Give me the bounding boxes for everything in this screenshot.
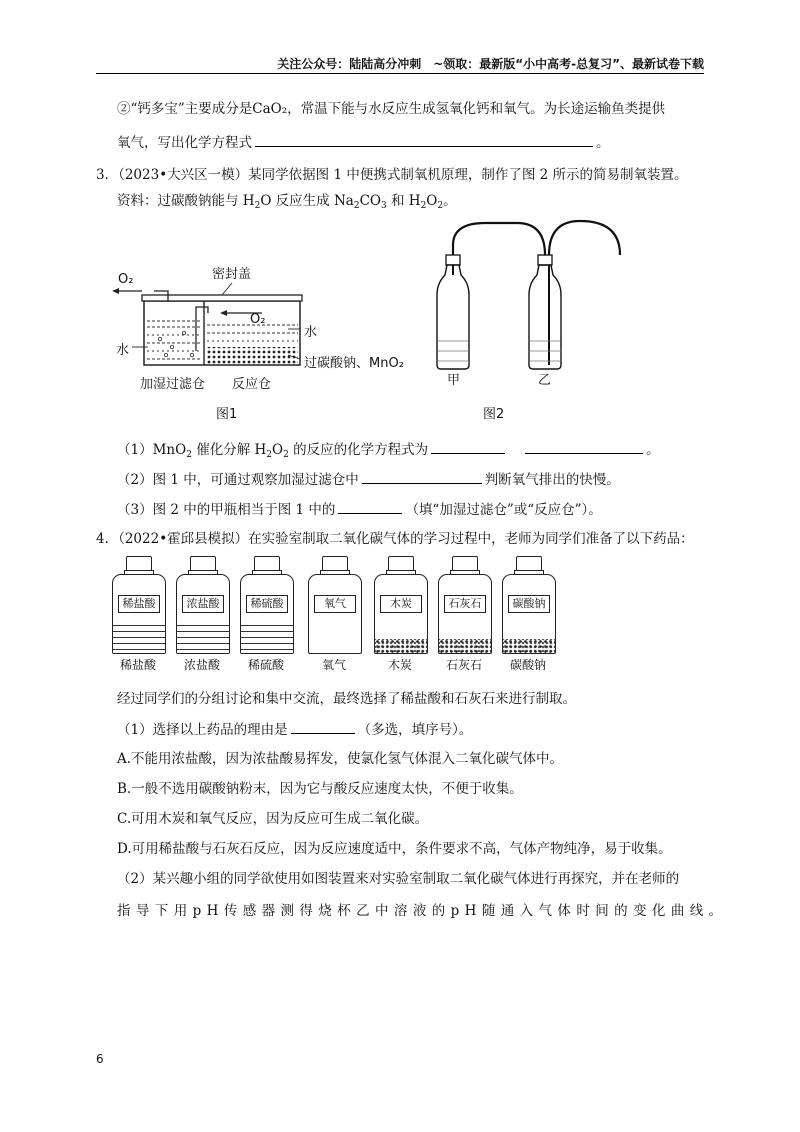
page-number: 6 [96, 1052, 104, 1066]
q3-info-d: 和 H [386, 193, 421, 209]
q3-info: 资料：过碳酸钠能与 $H_2O$ 反应生成 $Na_2CO_3$ 和 $H_2O_2$。 [117, 193, 457, 211]
q4-stem: 4．（2022•霍邱县模拟）在实验室制取二氧化碳气体的学习过程中，老师为同学们准备了以下药品： [96, 531, 694, 547]
q3-info-b: O 反应生成 Na [260, 193, 354, 209]
q3-sub3 [117, 500, 602, 519]
bottle-caption: 碳酸钠 [509, 658, 546, 672]
q3-sub1: （1）MnO$_2$ 催化分解 $H_2O_2$ 的反应的化学方程式为 。 [117, 442, 660, 460]
q4-sub1-b: （多选，填序号）。 [357, 722, 473, 738]
q2-answer-blank[interactable] [255, 133, 593, 147]
q4-sub1-blank[interactable] [291, 720, 355, 734]
bottle-tag: 石灰石 [444, 595, 486, 613]
q3-sub3-a: （3）图 2 中的甲瓶相当于图 1 中的 [117, 502, 336, 518]
q3-info-e: O [426, 193, 438, 209]
bottle-tag: 氧气 [314, 595, 356, 613]
bottle-charcoal [372, 556, 432, 672]
fig1-o2-out-label: O₂ [118, 272, 134, 287]
q3-stem: 3．（2023•大兴区一模）某同学依据图 1 中便携式制氧机原理，制作了图 2 所示的简易制氧装置。 [96, 167, 688, 183]
q3-sub1-c: O [272, 442, 284, 458]
figure-2-simple-device [425, 215, 625, 430]
fig1-water-left-label: 水 [116, 343, 130, 358]
page-header: 关注公众号：陆陆高分冲刺 ~领取：最新版“小中高考-总复习”、最新试卷下载 [277, 57, 704, 71]
q4-option-a: A.不能用浓盐酸，因为浓盐酸易挥发，使氯化氢气体混入二氧化碳气体中。 [117, 751, 564, 767]
fig1-lid-label: 密封盖 [212, 267, 252, 282]
bottle-conc-hcl [174, 556, 234, 672]
bottle-dilute-h2so4 [238, 556, 298, 672]
q2-part2-line2-text: 氧气，写出化学方程式 [117, 135, 252, 151]
q3-sub3-b: （填“加湿过滤仓”或“反应仓”）。 [405, 502, 602, 518]
fig1-water-right-label: 水 [304, 325, 318, 340]
bottle-tag: 浓盐酸 [182, 595, 224, 613]
bottle-tag: 稀硫酸 [246, 595, 288, 613]
q3-info-a: 资料：过碳酸钠能与 H [117, 193, 255, 209]
q4-sub1 [117, 720, 472, 739]
q4-option-c: C.可用木炭和氧气反应，因为反应可生成二氧化碳。 [117, 811, 429, 827]
bottle-limestone [436, 556, 496, 672]
q2-part2-line2 [117, 133, 610, 152]
q3-sub2-a: （2）图 1 中，可通过观察加湿过滤仓中 [117, 472, 359, 488]
bottle-caption: 木炭 [387, 658, 412, 672]
bottle-caption: 氧气 [321, 658, 346, 672]
figure-1-oxygen-machine [112, 255, 412, 425]
bottle-sodium-carbonate [500, 556, 560, 672]
q3-sub1-b: 催化分解 H [191, 442, 267, 458]
fig1-caption: 图1 [216, 407, 238, 422]
fig2-caption: 图2 [483, 407, 505, 422]
q4-reagent-bottles [110, 556, 580, 672]
bottle-tag: 碳酸钠 [508, 595, 550, 613]
bottle-tag: 稀盐酸 [118, 595, 160, 613]
q3-sub2 [117, 470, 620, 489]
q4-option-b: B.一般不选用碳酸钠粉末，因为它与酸反应速度太快，不便于收集。 [117, 781, 523, 797]
q3-sub2-b: 判断氧气排出的快慢。 [484, 472, 620, 488]
bottle-caption: 石灰石 [445, 658, 482, 672]
fig1-o2-arrow-label: O₂ [250, 312, 266, 327]
fig1-left-chamber-label: 加湿过滤仓 [140, 377, 206, 392]
q2-part2-line1: ②“钙多宝”主要成分是CaO₂，常温下能与水反应生成氢氧化钙和氧气。为长途运输鱼类提供 [117, 101, 666, 117]
fig1-right-chamber-label: 反应仓 [232, 377, 272, 392]
bottle-caption: 稀盐酸 [119, 658, 156, 672]
header-rule [96, 73, 704, 74]
fig1-reagent-label: 过碳酸钠、MnO₂ [304, 356, 404, 371]
bottle-caption: 浓盐酸 [183, 658, 220, 672]
q2-part2-line2-end: 。 [596, 135, 610, 151]
q3-sub1-end: 。 [646, 442, 660, 458]
q4-intro: 经过同学们的分组讨论和集中交流，最终选择了稀盐酸和石灰石来进行制取。 [117, 691, 576, 707]
bottle-tag: 木炭 [380, 595, 422, 613]
q3-sub3-blank[interactable] [338, 500, 402, 514]
q3-sub1-a: （1）MnO [117, 442, 187, 458]
q3-sub1-blank-2[interactable] [525, 440, 643, 454]
q3-info-f: 。 [443, 193, 457, 209]
fig2-bottle-b-label: 乙 [538, 373, 552, 388]
q3-info-c: CO [359, 193, 381, 209]
q4-option-d: D.可用稀盐酸与石灰石反应，因为反应速度适中，条件要求不高，气体产物纯净，易于收集。 [117, 841, 672, 857]
q4-sub2-line2-text: 指导下用pH传感器测得烧杯乙中溶液的pH随通入气体时间的变化曲线。 [117, 903, 728, 919]
q4-sub2-line1: （2）某兴趣小组的同学欲使用如图装置来对实验室制取二氧化碳气体进行再探究，并在老师的 [117, 871, 680, 887]
bottle-oxygen [306, 556, 366, 672]
bottle-dilute-hcl [110, 556, 170, 672]
q3-sub2-blank[interactable] [362, 470, 482, 484]
q4-sub2-line2 [117, 902, 728, 920]
q3-sub1-d: 的反应的化学方程式为 [288, 442, 429, 458]
q4-sub1-a: （1）选择以上药品的理由是 [117, 722, 288, 738]
q3-sub1-blank-1[interactable] [431, 440, 505, 454]
bottle-caption: 稀硫酸 [247, 658, 284, 672]
fig2-bottle-a-label: 甲 [447, 373, 461, 388]
